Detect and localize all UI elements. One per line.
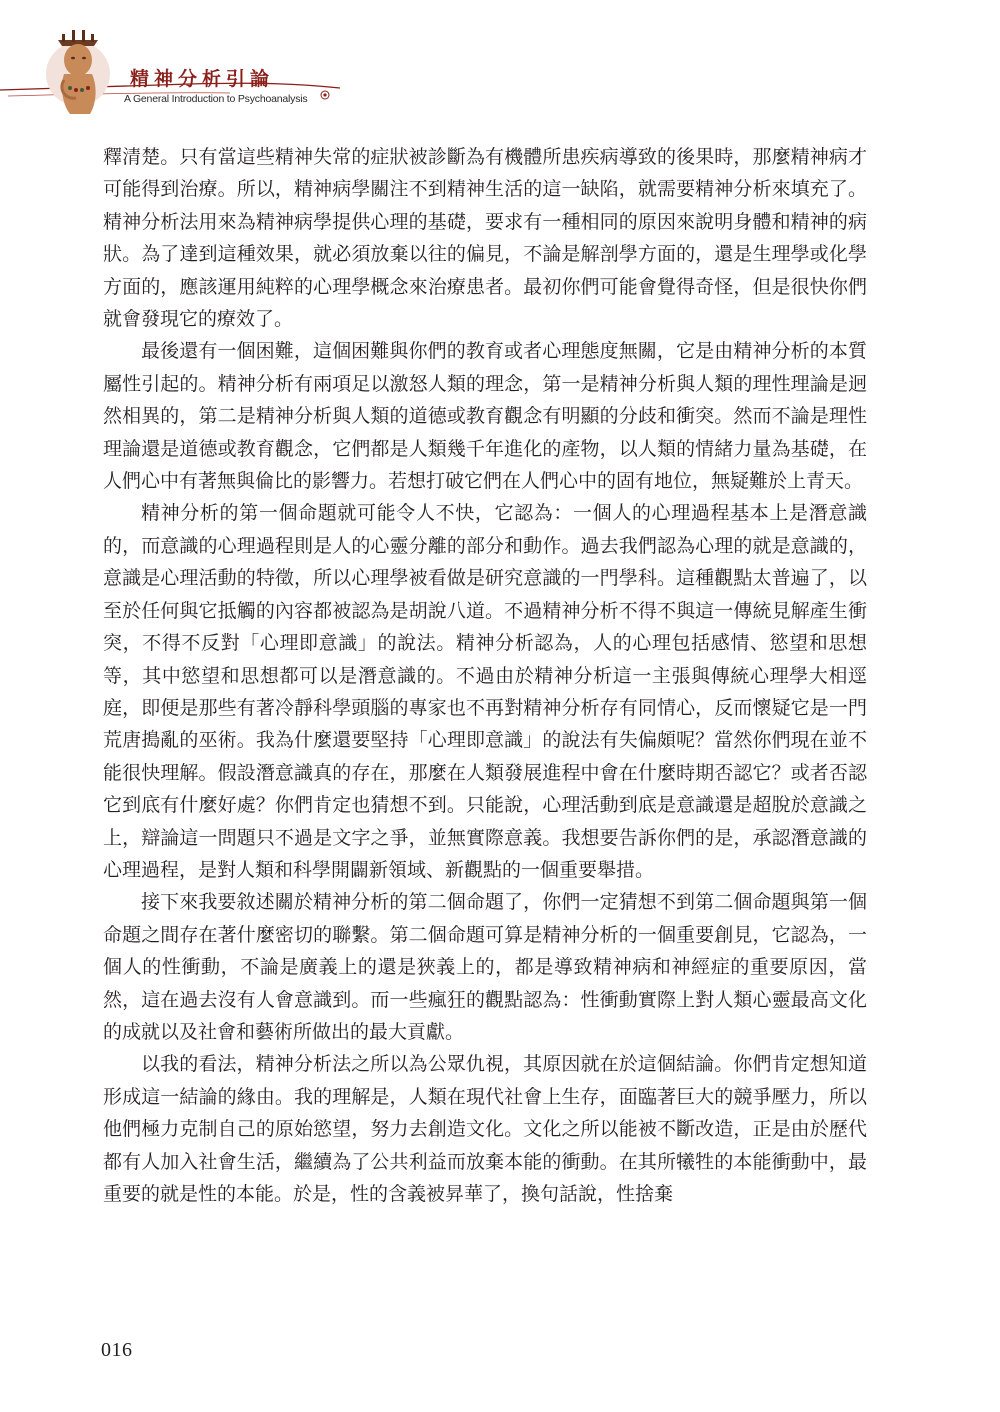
- page-header: [0, 0, 1000, 130]
- paragraph: 接下來我要敘述關於精神分析的第二個命題了，你們一定猜想不到第二個命題與第一個命題之間存在著什麼密切的聯繫。第二個命題可算是精神分析的一個重要創見，它認為，一個人的性衝動，不論是廣義上的還是狹義上的，都是導致精神病和神經症的重要原因，當然，這在過去沒有人會意識到。而一些瘋狂的觀點認為：性衝動實際上對人類心靈最高文化的成就以及社會和藝術所做出的最大貢獻。: [103, 891, 867, 1043]
- book-title-chinese: 精神分析引論: [130, 68, 275, 90]
- paragraph: 精神分析的第一個命題就可能令人不快，它認為：一個人的心理過程基本上是潛意識的，而意識的心理過程則是人的心靈分離的部分和動作。過去我們認為心理的就是意識的，意識是心理活動的特徵，所以心理學被看做是研究意識的一門學科。這種觀點太普遍了，以至於任何與它抵觸的內容都被認為是胡說八道。不過精神分析不得不與這一傳統見解產生衝突，不得不反對「心理即意識」的說法。精神分析認為，人的心理包括感情、慾望和思想等，其中慾望和思想都可以是潛意識的。不過由於精神分析這一主張與傳統心理學大相逕庭，即便是那些有著冷靜科學頭腦的專家也不再對精神分析存有同情心，反而懷疑它是一門荒唐搗亂的巫術。我為什麼還要堅持「心理即意識」的說法有失偏頗呢？當然你們現在並不能很快理解。假設潛意識真的存在，那麼在人類發展進程中會在什麼時期否認它？或者否認它到底有什麼好處？你們肯定也猜想不到。只能說，心理活動到底是意識還是超脫於意識之上，辯論這一問題只不過是文字之爭，並無實際意義。我想要告訴你們的是，承認潛意識的心理過程，是對人類和科學開闢新領域、新觀點的一個重要舉措。: [103, 502, 867, 881]
- paragraph: 以我的看法，精神分析法之所以為公眾仇視，其原因就在於這個結論。你們肯定想知道形成這一結論的緣由。我的理解是，人類在現代社會上生存，面臨著巨大的競爭壓力，所以他們極力克制自己的原始慾望，努力去創造文化。文化之所以能被不斷改造，正是由於歷代都有人加入社會生活，繼續為了公共利益而放棄本能的衝動。在其所犧牲的本能衝動中，最重要的就是性的本能。於是，性的含義被昇華了，換句話說，性捨棄: [103, 1053, 867, 1205]
- paragraph: 最後還有一個困難，這個困難與你們的教育或者心理態度無關，它是由精神分析的本質屬性引起的。精神分析有兩項足以激怒人類的理念，第一是精神分析與人類的理性理論是迥然相異的，第二是精神分析與人類的道德或教育觀念有明顯的分歧和衝突。然而不論是理性理論還是道德或教育觀念，它們都是人類幾千年進化的產物，以人類的情緒力量為基礎，在人們心中有著無與倫比的影響力。若想打破它們在人們心中的固有地位，無疑難於上青天。: [103, 340, 867, 493]
- main-text: [103, 141, 867, 1210]
- book-title-english: A General Introduction to Psychoanalysis: [124, 93, 308, 105]
- page-number: 016: [101, 1339, 133, 1361]
- paragraph: 釋清楚。只有當這些精神失常的症狀被診斷為有機體所患疾病導致的後果時，那麼精神病才可能得到治療。所以，精神病學關注不到精神生活的這一缺陷，就需要精神分析來填充了。精神分析法用來為精神病學提供心理的基礎，要求有一種相同的原因來說明身體和精神的病狀。為了達到這種效果，就必須放棄以往的偏見，不論是解剖學方面的，還是生理學或化學方面的，應該運用純粹的心理學概念來治療患者。最初你們可能會覺得奇怪，但是很快你們就會發現它的療效了。: [103, 146, 867, 331]
